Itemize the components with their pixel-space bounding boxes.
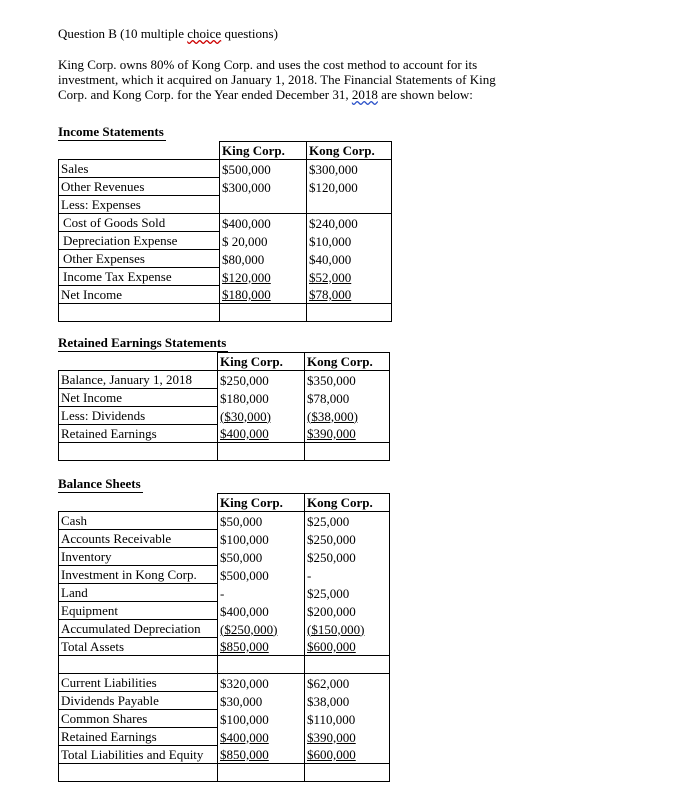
king-value: $850,000	[218, 638, 305, 656]
intro-line-3	[58, 87, 558, 102]
row-label: Net Income	[59, 286, 220, 304]
row-label: Sales	[59, 160, 220, 178]
table-row	[59, 160, 392, 178]
table-row	[59, 232, 392, 250]
table-row	[59, 196, 392, 214]
income-title: Income Statements	[58, 124, 164, 139]
row-label: Less: Expenses	[59, 196, 220, 214]
table-row	[59, 746, 390, 764]
king-value: ($30,000)	[218, 407, 305, 425]
intro-line-1: King Corp. owns 80% of Kong Corp. and uses the cost method to account for its	[58, 57, 478, 72]
table-row	[59, 268, 392, 286]
table-row	[59, 425, 390, 443]
table-row	[59, 728, 390, 746]
row-label: Accumulated Depreciation	[59, 620, 218, 638]
intro-line-3-year: 2018	[351, 87, 378, 102]
kong-value: $600,000	[305, 746, 390, 764]
kong-value: $300,000	[307, 160, 392, 178]
col-kong: Kong Corp.	[305, 353, 390, 371]
row-label: Common Shares	[59, 710, 218, 728]
row-label: Inventory	[59, 548, 218, 566]
kong-value: $110,000	[305, 710, 390, 728]
table-row	[59, 512, 390, 530]
table-row	[59, 407, 390, 425]
kong-value: $390,000	[305, 728, 390, 746]
king-value: $80,000	[220, 250, 307, 268]
table-row	[59, 371, 390, 389]
table-row	[59, 178, 392, 196]
row-label: Net Income	[59, 389, 218, 407]
king-value: $180,000	[218, 389, 305, 407]
king-value: $400,000	[220, 214, 307, 232]
king-value: $100,000	[218, 530, 305, 548]
king-value: $320,000	[218, 674, 305, 692]
king-value: $ 20,000	[220, 232, 307, 250]
king-value: $400,000	[218, 602, 305, 620]
kong-value: $38,000	[305, 692, 390, 710]
kong-value: $390,000	[305, 425, 390, 443]
king-value: $400,000	[218, 425, 305, 443]
kong-value: $78,000	[307, 286, 392, 304]
row-label: Other Expenses	[59, 250, 220, 268]
heading-suffix: questions)	[221, 26, 278, 41]
kong-value: $350,000	[305, 371, 390, 389]
row-label: Retained Earnings	[59, 425, 218, 443]
king-value: $300,000	[220, 178, 307, 196]
table-row	[59, 530, 390, 548]
retained-title: Retained Earnings Statements	[58, 335, 227, 350]
row-label: Land	[59, 584, 218, 602]
king-value: $50,000	[218, 512, 305, 530]
kong-value: ($150,000)	[305, 620, 390, 638]
intro-paragraph	[58, 57, 558, 102]
king-value: ($250,000)	[218, 620, 305, 638]
table-row	[59, 602, 390, 620]
row-label: Equipment	[59, 602, 218, 620]
king-value: $100,000	[218, 710, 305, 728]
row-label: Cash	[59, 512, 218, 530]
table-row	[59, 214, 392, 232]
row-label: Current Liabilities	[59, 674, 218, 692]
row-label: Investment in Kong Corp.	[59, 566, 218, 584]
row-label: Less: Dividends	[59, 407, 218, 425]
kong-value: $250,000	[305, 530, 390, 548]
kong-value: $78,000	[305, 389, 390, 407]
col-kong: Kong Corp.	[307, 142, 392, 160]
king-value: $400,000	[218, 728, 305, 746]
king-value: $850,000	[218, 746, 305, 764]
kong-value: $10,000	[307, 232, 392, 250]
col-king: King Corp.	[218, 494, 305, 512]
kong-value: $600,000	[305, 638, 390, 656]
intro-line-3-pre: Corp. and Kong Corp. for the Year ended December 31,	[58, 87, 352, 102]
table-row	[59, 638, 390, 656]
question-heading	[58, 26, 278, 42]
col-king: King Corp.	[218, 353, 305, 371]
table-row	[59, 692, 390, 710]
king-value: $500,000	[218, 566, 305, 584]
retained-table	[58, 352, 390, 461]
table-row	[59, 566, 390, 584]
table-row	[59, 584, 390, 602]
table-row	[59, 674, 390, 692]
table-row	[59, 286, 392, 304]
heading-prefix: Question B (10 multiple	[58, 26, 188, 41]
row-label: Total Liabilities and Equity	[59, 746, 218, 764]
king-value: $120,000	[220, 268, 307, 286]
table-row	[59, 389, 390, 407]
row-label: Depreciation Expense	[59, 232, 220, 250]
table-row	[59, 620, 390, 638]
kong-value: $200,000	[305, 602, 390, 620]
kong-value: $62,000	[305, 674, 390, 692]
king-value: $250,000	[218, 371, 305, 389]
col-king: King Corp.	[220, 142, 307, 160]
col-kong: Kong Corp.	[305, 494, 390, 512]
kong-value: $25,000	[305, 512, 390, 530]
table-row	[59, 710, 390, 728]
kong-value: ($38,000)	[305, 407, 390, 425]
kong-value: -	[305, 566, 390, 584]
row-label: Other Revenues	[59, 178, 220, 196]
row-label: Dividends Payable	[59, 692, 218, 710]
kong-value: $52,000	[307, 268, 392, 286]
income-header-row	[59, 142, 392, 160]
heading-wavy-word: choice	[187, 26, 222, 41]
table-row	[59, 548, 390, 566]
kong-value: $120,000	[307, 178, 392, 196]
kong-value: $25,000	[305, 584, 390, 602]
income-table	[58, 141, 392, 322]
row-label: Accounts Receivable	[59, 530, 218, 548]
king-value: $30,000	[218, 692, 305, 710]
king-value: -	[218, 584, 305, 602]
row-label: Total Assets	[59, 638, 218, 656]
row-label: Cost of Goods Sold	[59, 214, 220, 232]
king-value: $500,000	[220, 160, 307, 178]
row-label: Retained Earnings	[59, 728, 218, 746]
row-label: Income Tax Expense	[59, 268, 220, 286]
balance-table	[58, 493, 390, 782]
king-value: $50,000	[218, 548, 305, 566]
kong-value: $40,000	[307, 250, 392, 268]
intro-line-2: investment, which it acquired on January 1, 2018. The Financial Statements of King	[58, 72, 496, 87]
king-value: $180,000	[220, 286, 307, 304]
kong-value: $240,000	[307, 214, 392, 232]
balance-title: Balance Sheets	[58, 476, 141, 491]
table-row	[59, 250, 392, 268]
row-label: Balance, January 1, 2018	[59, 371, 218, 389]
intro-line-3-post: are shown below:	[377, 87, 473, 102]
kong-value: $250,000	[305, 548, 390, 566]
